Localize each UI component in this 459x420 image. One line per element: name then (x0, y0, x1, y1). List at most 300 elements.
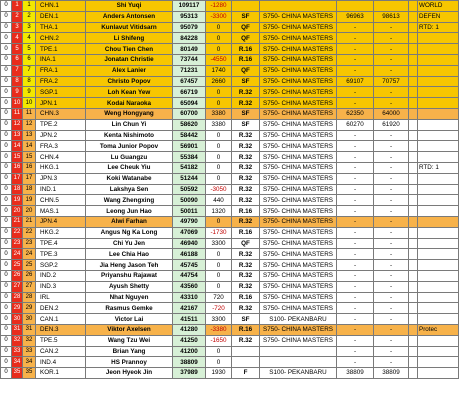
cell-col-0: 0 (1, 87, 12, 98)
cell-col-8: S750- CHINA MASTERS (260, 33, 337, 44)
cell-col-5: 80149 (173, 44, 206, 55)
cell-col-2: 18 (23, 184, 36, 195)
cell-col-6: -4550 (206, 54, 232, 65)
cell-col-8: S100- PEKANBARU (260, 314, 337, 325)
table-row (1, 1, 459, 12)
cell-col-0: 0 (1, 11, 12, 22)
cell-col-8: S750- CHINA MASTERS (260, 152, 337, 163)
cell-col-1: 34 (12, 357, 23, 368)
cell-col-4: Wang Zhengxing (86, 195, 173, 206)
cell-col-7: QF (232, 65, 260, 76)
cell-col-1: 13 (12, 130, 23, 141)
cell-col-8 (260, 1, 337, 12)
cell-col-4: Jeon Hyeok Jin (86, 368, 173, 379)
cell-col-8: S750- CHINA MASTERS (260, 335, 337, 346)
cell-col-8: S750- CHINA MASTERS (260, 216, 337, 227)
cell-col-11 (409, 238, 418, 249)
cell-col-4: Jia Heng Jason Teh (86, 260, 173, 271)
cell-col-3: CHN.5 (36, 195, 86, 206)
cell-col-5: 66719 (173, 87, 206, 98)
table-row (1, 368, 459, 379)
cell-col-0: 0 (1, 33, 12, 44)
cell-col-11 (409, 98, 418, 109)
cell-col-7 (232, 346, 260, 357)
cell-col-4: HS Prannoy (86, 357, 173, 368)
cell-col-9: - (337, 270, 374, 281)
cell-col-12: Protec (418, 324, 459, 335)
cell-col-2: 1 (23, 1, 36, 12)
cell-col-11 (409, 195, 418, 206)
table-row (1, 184, 459, 195)
cell-col-5: 58620 (173, 119, 206, 130)
cell-col-7: SF (232, 314, 260, 325)
table-row (1, 270, 459, 281)
cell-col-7: F (232, 368, 260, 379)
cell-col-12: WORLD (418, 1, 459, 12)
cell-col-10: - (374, 206, 409, 217)
cell-col-2: 29 (23, 303, 36, 314)
cell-col-8: S750- CHINA MASTERS (260, 87, 337, 98)
table-row (1, 195, 459, 206)
cell-col-0: 0 (1, 162, 12, 173)
cell-col-0: 0 (1, 238, 12, 249)
cell-col-10: - (374, 303, 409, 314)
cell-col-8: S750- CHINA MASTERS (260, 22, 337, 33)
cell-col-7: QF (232, 238, 260, 249)
cell-col-12 (418, 314, 459, 325)
cell-col-9: - (337, 206, 374, 217)
cell-col-2: 6 (23, 54, 36, 65)
cell-col-10: 98613 (374, 11, 409, 22)
cell-col-12: DEFEN (418, 11, 459, 22)
cell-col-7: R.32 (232, 303, 260, 314)
cell-col-9: - (337, 130, 374, 141)
cell-col-5: 49790 (173, 216, 206, 227)
cell-col-9: - (337, 54, 374, 65)
cell-col-4: Alwi Farhan (86, 216, 173, 227)
cell-col-7 (232, 1, 260, 12)
table-row (1, 141, 459, 152)
cell-col-6: 0 (206, 270, 232, 281)
cell-col-9: - (337, 173, 374, 184)
cell-col-9: - (337, 87, 374, 98)
cell-col-1: 24 (12, 249, 23, 260)
cell-col-5: 45745 (173, 260, 206, 271)
cell-col-3: SGP.2 (36, 260, 86, 271)
cell-col-7: R.32 (232, 87, 260, 98)
cell-col-1: 17 (12, 173, 23, 184)
cell-col-6: 440 (206, 195, 232, 206)
cell-col-2: 26 (23, 270, 36, 281)
cell-col-6: 0 (206, 152, 232, 163)
cell-col-1: 20 (12, 206, 23, 217)
cell-col-11 (409, 130, 418, 141)
cell-col-4: Ayush Shetty (86, 281, 173, 292)
cell-col-1: 2 (12, 11, 23, 22)
cell-col-8 (260, 346, 337, 357)
cell-col-7: R.16 (232, 206, 260, 217)
cell-col-0: 0 (1, 152, 12, 163)
cell-col-10: - (374, 195, 409, 206)
cell-col-6: 0 (206, 346, 232, 357)
cell-col-11 (409, 314, 418, 325)
cell-col-12 (418, 119, 459, 130)
cell-col-6: -1650 (206, 335, 232, 346)
cell-col-11 (409, 33, 418, 44)
cell-col-9: - (337, 335, 374, 346)
cell-col-7 (232, 357, 260, 368)
cell-col-9: - (337, 152, 374, 163)
cell-col-8: S750- CHINA MASTERS (260, 260, 337, 271)
cell-col-10: 38809 (374, 368, 409, 379)
cell-col-0: 0 (1, 76, 12, 87)
cell-col-5: 41511 (173, 314, 206, 325)
cell-col-12 (418, 368, 459, 379)
cell-col-6: -720 (206, 303, 232, 314)
cell-col-5: 55384 (173, 152, 206, 163)
cell-col-10: - (374, 324, 409, 335)
cell-col-11 (409, 44, 418, 55)
cell-col-6: 720 (206, 292, 232, 303)
cell-col-0: 0 (1, 54, 12, 65)
cell-col-9: - (337, 357, 374, 368)
cell-col-7: R.32 (232, 152, 260, 163)
cell-col-5: 54182 (173, 162, 206, 173)
cell-col-9: - (337, 303, 374, 314)
cell-col-12: RTD: 1 (418, 22, 459, 33)
table-row (1, 76, 459, 87)
table-row (1, 227, 459, 238)
cell-col-9: 96963 (337, 11, 374, 22)
cell-col-9: - (337, 98, 374, 109)
cell-col-9: - (337, 44, 374, 55)
cell-col-1: 1 (12, 1, 23, 12)
cell-col-10: - (374, 270, 409, 281)
cell-col-5: 47069 (173, 227, 206, 238)
cell-col-7: R.32 (232, 270, 260, 281)
cell-col-4: Chou Tien Chen (86, 44, 173, 55)
cell-col-6: 3300 (206, 238, 232, 249)
cell-col-0: 0 (1, 98, 12, 109)
cell-col-8: S100- PEKANBARU (260, 368, 337, 379)
cell-col-7: SF (232, 119, 260, 130)
cell-col-3: THA.1 (36, 22, 86, 33)
cell-col-5: 56901 (173, 141, 206, 152)
cell-col-5: 73744 (173, 54, 206, 65)
cell-col-9: - (337, 195, 374, 206)
cell-col-3: SGP.1 (36, 87, 86, 98)
cell-col-3: JPN.2 (36, 130, 86, 141)
cell-col-2: 8 (23, 76, 36, 87)
cell-col-8: S750- CHINA MASTERS (260, 162, 337, 173)
cell-col-0: 0 (1, 324, 12, 335)
cell-col-1: 30 (12, 314, 23, 325)
cell-col-10: - (374, 184, 409, 195)
cell-col-9: - (337, 292, 374, 303)
cell-col-3: TPE.5 (36, 335, 86, 346)
cell-col-5: 41250 (173, 335, 206, 346)
cell-col-2: 32 (23, 335, 36, 346)
cell-col-12 (418, 130, 459, 141)
cell-col-12 (418, 270, 459, 281)
cell-col-1: 11 (12, 108, 23, 119)
cell-col-1: 23 (12, 238, 23, 249)
cell-col-12 (418, 260, 459, 271)
cell-col-7: QF (232, 22, 260, 33)
cell-col-4: Kodai Naraoka (86, 98, 173, 109)
cell-col-4: Weng Hongyang (86, 108, 173, 119)
cell-col-8: S750- CHINA MASTERS (260, 227, 337, 238)
cell-col-5: 84228 (173, 33, 206, 44)
cell-col-6: 3300 (206, 314, 232, 325)
cell-col-8: S750- CHINA MASTERS (260, 281, 337, 292)
cell-col-1: 4 (12, 33, 23, 44)
cell-col-4: Koki Watanabe (86, 173, 173, 184)
cell-col-2: 3 (23, 22, 36, 33)
cell-col-4: Victor Lai (86, 314, 173, 325)
cell-col-11 (409, 206, 418, 217)
cell-col-8: S750- CHINA MASTERS (260, 44, 337, 55)
cell-col-2: 9 (23, 87, 36, 98)
cell-col-10: - (374, 162, 409, 173)
cell-col-2: 30 (23, 314, 36, 325)
cell-col-1: 6 (12, 54, 23, 65)
cell-col-7: R.32 (232, 249, 260, 260)
cell-col-4: Christo Popov (86, 76, 173, 87)
cell-col-6: 0 (206, 33, 232, 44)
cell-col-6: -1280 (206, 1, 232, 12)
cell-col-5: 71231 (173, 65, 206, 76)
cell-col-2: 25 (23, 260, 36, 271)
cell-col-8: S750- CHINA MASTERS (260, 249, 337, 260)
cell-col-4: Jonatan Christie (86, 54, 173, 65)
cell-col-9: - (337, 324, 374, 335)
table-row (1, 314, 459, 325)
cell-col-0: 0 (1, 22, 12, 33)
cell-col-2: 19 (23, 195, 36, 206)
cell-col-6: 0 (206, 173, 232, 184)
cell-col-2: 7 (23, 65, 36, 76)
cell-col-0: 0 (1, 108, 12, 119)
cell-col-3: CHN.3 (36, 108, 86, 119)
cell-col-12 (418, 195, 459, 206)
cell-col-0: 0 (1, 260, 12, 271)
cell-col-9: - (337, 33, 374, 44)
cell-col-12 (418, 98, 459, 109)
cell-col-12 (418, 76, 459, 87)
cell-col-5: 41280 (173, 324, 206, 335)
cell-col-0: 0 (1, 173, 12, 184)
cell-col-4: Li Shifeng (86, 33, 173, 44)
cell-col-8: S750- CHINA MASTERS (260, 11, 337, 22)
cell-col-0: 0 (1, 130, 12, 141)
cell-col-0: 0 (1, 141, 12, 152)
cell-col-10: - (374, 249, 409, 260)
cell-col-0: 0 (1, 335, 12, 346)
cell-col-8: S750- CHINA MASTERS (260, 108, 337, 119)
cell-col-0: 0 (1, 270, 12, 281)
cell-col-7: R.16 (232, 54, 260, 65)
cell-col-4: Chi Yu Jen (86, 238, 173, 249)
cell-col-2: 2 (23, 11, 36, 22)
cell-col-2: 13 (23, 130, 36, 141)
cell-col-8: S750- CHINA MASTERS (260, 141, 337, 152)
cell-col-9: 38809 (337, 368, 374, 379)
cell-col-5: 43310 (173, 292, 206, 303)
cell-col-0: 0 (1, 227, 12, 238)
cell-col-12 (418, 227, 459, 238)
cell-col-5: 41200 (173, 346, 206, 357)
cell-col-11 (409, 346, 418, 357)
cell-col-3: JPN.4 (36, 216, 86, 227)
cell-col-12 (418, 141, 459, 152)
cell-col-5: 58442 (173, 130, 206, 141)
cell-col-3: FRA.3 (36, 141, 86, 152)
cell-col-3: IND.1 (36, 184, 86, 195)
cell-col-1: 18 (12, 184, 23, 195)
cell-col-8 (260, 357, 337, 368)
cell-col-4: Lakshya Sen (86, 184, 173, 195)
cell-col-2: 21 (23, 216, 36, 227)
cell-col-9: - (337, 65, 374, 76)
cell-col-11 (409, 108, 418, 119)
cell-col-2: 4 (23, 33, 36, 44)
cell-col-8: S750- CHINA MASTERS (260, 303, 337, 314)
cell-col-6: 3380 (206, 119, 232, 130)
cell-col-1: 29 (12, 303, 23, 314)
cell-col-2: 22 (23, 227, 36, 238)
cell-col-11 (409, 227, 418, 238)
table-row (1, 357, 459, 368)
cell-col-8: S750- CHINA MASTERS (260, 54, 337, 65)
table-row (1, 206, 459, 217)
cell-col-10: 70757 (374, 76, 409, 87)
cell-col-12 (418, 184, 459, 195)
cell-col-5: 50011 (173, 206, 206, 217)
cell-col-9: - (337, 249, 374, 260)
cell-col-3: JPN.1 (36, 98, 86, 109)
cell-col-4: Anders Antonsen (86, 11, 173, 22)
cell-col-1: 33 (12, 346, 23, 357)
cell-col-9: - (337, 22, 374, 33)
cell-col-5: 50090 (173, 195, 206, 206)
cell-col-8: S750- CHINA MASTERS (260, 98, 337, 109)
cell-col-3: IRL (36, 292, 86, 303)
cell-col-10 (374, 1, 409, 12)
cell-col-5: 65094 (173, 98, 206, 109)
cell-col-2: 24 (23, 249, 36, 260)
cell-col-0: 0 (1, 314, 12, 325)
cell-col-1: 3 (12, 22, 23, 33)
cell-col-1: 7 (12, 65, 23, 76)
cell-col-5: 38809 (173, 357, 206, 368)
cell-col-9: 69107 (337, 76, 374, 87)
ranking-rows (1, 1, 459, 379)
cell-col-4: Leong Jun Hao (86, 206, 173, 217)
cell-col-6: 0 (206, 281, 232, 292)
cell-col-5: 37989 (173, 368, 206, 379)
cell-col-11 (409, 65, 418, 76)
cell-col-12 (418, 281, 459, 292)
table-row (1, 108, 459, 119)
cell-col-1: 14 (12, 141, 23, 152)
cell-col-8: S750- CHINA MASTERS (260, 206, 337, 217)
cell-col-4: Lu Guangzu (86, 152, 173, 163)
cell-col-9: - (337, 314, 374, 325)
cell-col-8: S750- CHINA MASTERS (260, 195, 337, 206)
cell-col-1: 26 (12, 270, 23, 281)
cell-col-0: 0 (1, 346, 12, 357)
cell-col-11 (409, 292, 418, 303)
cell-col-9: - (337, 260, 374, 271)
cell-col-0: 0 (1, 195, 12, 206)
cell-col-6: 0 (206, 22, 232, 33)
cell-col-11 (409, 335, 418, 346)
cell-col-10: - (374, 335, 409, 346)
cell-col-4: Lin Chun Yi (86, 119, 173, 130)
cell-col-8: S750- CHINA MASTERS (260, 184, 337, 195)
cell-col-0: 0 (1, 249, 12, 260)
cell-col-10: - (374, 281, 409, 292)
cell-col-4: Kunlavut Vitidsarn (86, 22, 173, 33)
cell-col-2: 15 (23, 152, 36, 163)
table-row (1, 249, 459, 260)
cell-col-6: 0 (206, 216, 232, 227)
cell-col-4: Priyanshu Rajawat (86, 270, 173, 281)
cell-col-9: - (337, 141, 374, 152)
cell-col-7: R.32 (232, 335, 260, 346)
cell-col-11 (409, 162, 418, 173)
cell-col-2: 35 (23, 368, 36, 379)
cell-col-9: - (337, 184, 374, 195)
cell-col-12 (418, 357, 459, 368)
cell-col-11 (409, 216, 418, 227)
cell-col-1: 21 (12, 216, 23, 227)
cell-col-8: S750- CHINA MASTERS (260, 130, 337, 141)
cell-col-10: - (374, 152, 409, 163)
cell-col-11 (409, 303, 418, 314)
cell-col-6: -3380 (206, 324, 232, 335)
cell-col-11 (409, 87, 418, 98)
cell-col-3: CHN.1 (36, 1, 86, 12)
cell-col-11 (409, 54, 418, 65)
cell-col-3: FRA.1 (36, 65, 86, 76)
cell-col-9: - (337, 216, 374, 227)
cell-col-11 (409, 119, 418, 130)
cell-col-5: 46188 (173, 249, 206, 260)
cell-col-10: - (374, 292, 409, 303)
cell-col-8: S750- CHINA MASTERS (260, 65, 337, 76)
cell-col-3: DEN.2 (36, 303, 86, 314)
table-row (1, 324, 459, 335)
cell-col-5: 67457 (173, 76, 206, 87)
table-row (1, 33, 459, 44)
cell-col-8: S750- CHINA MASTERS (260, 324, 337, 335)
cell-col-10: - (374, 65, 409, 76)
cell-col-9: - (337, 346, 374, 357)
cell-col-12 (418, 346, 459, 357)
cell-col-1: 19 (12, 195, 23, 206)
table-row (1, 11, 459, 22)
table-row (1, 292, 459, 303)
cell-col-6: 0 (206, 260, 232, 271)
cell-col-7: R.32 (232, 281, 260, 292)
cell-col-12: RTD: 1 (418, 162, 459, 173)
cell-col-11 (409, 76, 418, 87)
cell-col-7: R.32 (232, 260, 260, 271)
cell-col-10: - (374, 357, 409, 368)
cell-col-7: SF (232, 11, 260, 22)
